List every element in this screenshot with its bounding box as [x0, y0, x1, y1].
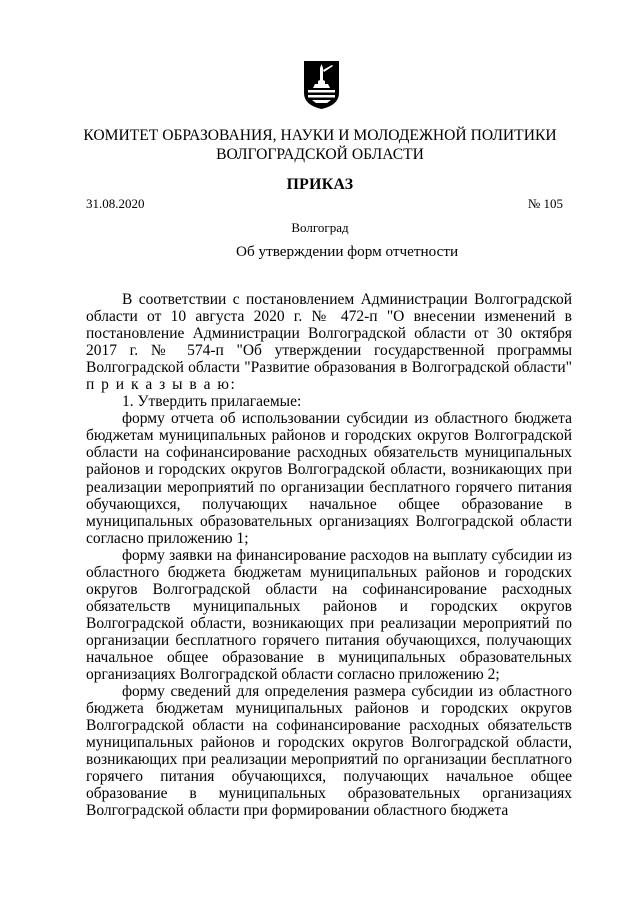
coat-of-arms-icon — [303, 60, 340, 110]
order-date: 31.08.2020 — [86, 196, 145, 211]
city-name: Волгоград — [291, 220, 349, 235]
order-number: № 105 — [527, 196, 563, 211]
preamble-text: В соответствии с постановлением Администрации Волгоградской области от 10 августа 2020 г. № 472-п "О внесении изменений в постановление Администрации Волгоградской области от 30 октября 2017 г. № 574-п "Об утверждении государственной программы Волгоградской области "Развитие образования в Волгоградской области" — [86, 291, 572, 377]
order-subject: Об утверждении форм отчетности — [236, 243, 459, 260]
order-keyword: п р и к а з ы в а ю: — [86, 376, 237, 394]
document-title: ПРИКАЗ — [286, 176, 354, 193]
organization-name-line-2: ВОЛГОГРАДСКОЙ ОБЛАСТИ — [216, 146, 424, 163]
form-1-paragraph: форму отчета об использовании субсидии из областного бюджета бюджетам муниципальных районов и городских округов Волгоградской области на софинансирование расходных обязательств муниципальных районов и городских округов Волгоградской области, возникающих при реализации мероприятий по организации бесплатного горячего питания обучающихся, получающих начальное общее образование в муниципальных образовательных организациях Волгоградской области согласно приложению 1; — [86, 410, 572, 547]
organization-name — [0, 126, 640, 164]
organization-name-line-1: КОМИТЕТ ОБРАЗОВАНИЯ, НАУКИ И МОЛОДЕЖНОЙ ПОЛИТИКИ — [83, 127, 557, 144]
preamble-paragraph — [86, 291, 572, 393]
document-body — [86, 286, 572, 819]
item-1-paragraph: 1. Утвердить прилагаемые: — [122, 393, 302, 411]
form-3-paragraph: форму сведений для определения размера субсидии из областного бюджета бюджетам муниципальных районов и городских округов Волгоградской области на софинансирование расходных обязательств муниципальных районов и городских округов Волгоградской области, возникающих при реализации мероприятий по организации бесплатного горячего питания обучающихся, получающих начальное общее образование в муниципальных образовательных организациях Волгоградской области при формировании областного бюджета — [86, 683, 572, 820]
form-2-paragraph: форму заявки на финансирование расходов на выплату субсидии из областного бюджета бюджетам муниципальных районов и городских округов Волгоградской области на софинансирование расходных обязательств муниципальных районов и городских округов Волгоградской области, возникающих при реализации мероприятий по организации бесплатного горячего питания обучающихся, получающих начальное общее образование в муниципальных образовательных организациях Волгоградской области согласно приложению 2; — [86, 546, 572, 684]
